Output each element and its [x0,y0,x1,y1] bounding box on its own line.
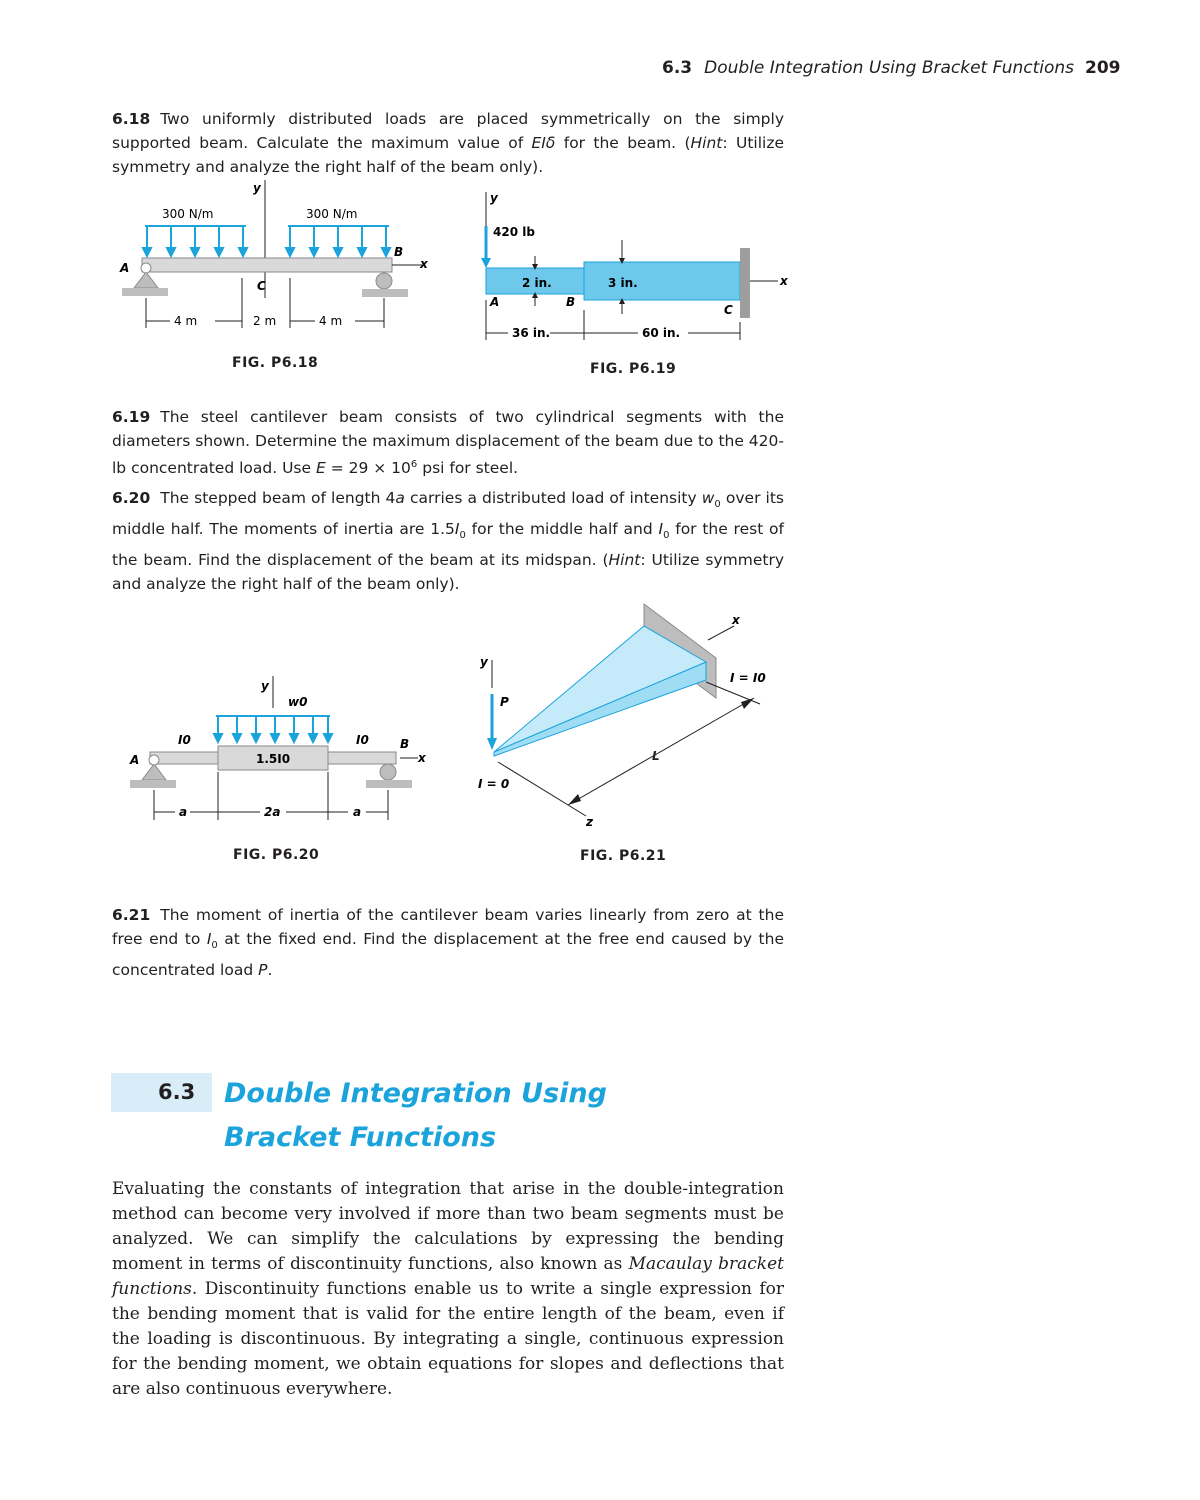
x-axis-label: x [418,751,426,765]
caption-p6-20: FIG. P6.20 [233,847,320,863]
dim-a-left: a [179,805,188,819]
load-label-left: 300 N/m [162,207,214,221]
label-a: A [120,261,130,275]
caption-p6-19: FIG. P6.19 [590,361,677,377]
figure-p6-18 [110,178,450,338]
problem-6-21: 6.21 The moment of inertia of the cantilever beam varies linearly from zero at the free end to $I_0$ at the fixed end. Find the displacement at the free end caused by the concentrated load P. [112,906,784,980]
dim-60in: 60 in. [642,326,681,340]
label-c: C [724,303,733,317]
diameter-label-3in: 3 in. [608,276,638,290]
dim-2m: 2 m [253,314,277,328]
label-a: A [490,295,500,309]
caption-p6-18: FIG. P6.18 [232,355,319,371]
point-load-420lb [481,226,491,268]
x-axis-line [708,626,734,640]
load-label: 420 lb [493,225,535,239]
label-a: A [130,753,140,767]
dim-a-right: a [353,805,362,819]
figure-p6-21 [468,600,788,835]
z-axis-label: z [586,815,593,829]
label-b: B [566,295,576,309]
y-axis-label: y [490,191,498,205]
running-header [662,58,1074,78]
beam-left-segment [150,752,218,764]
problem-number: 6.18 [112,110,151,128]
diameter-label-2in: 2 in. [522,276,552,290]
x-axis-label: x [420,257,428,271]
section-title-line-2: Bracket Functions [224,1122,497,1153]
x-axis-label: x [780,274,788,288]
dim-4m-left: 4 m [174,314,198,328]
dim-2a: 2a [264,805,281,819]
label-b: B [394,245,404,259]
header-section-number: 6.3 [662,58,693,78]
load-label-w0: w0 [288,695,308,709]
y-axis-label: y [261,679,269,693]
point-load-p [487,694,497,750]
beam-right-segment [328,752,396,764]
y-axis-label: y [480,655,488,669]
load-label-right: 300 N/m [306,207,358,221]
roller-support-b [362,273,408,297]
distributed-load [214,716,332,742]
label-i0-left: I0 [178,733,191,747]
page-number: 209 [1085,58,1121,78]
problem-6-20: 6.20 The stepped beam of length 4a carries a distributed load of intensity $w_0$ over its middle half. The moments of inertia are $1.5I_0$ for the middle half and $I_0$ for the rest of the beam. Find the displacement of the beam at its midspan. (Hint: Utilize symmetry and analyze the right half of the beam only). [112,489,785,594]
section-number: 6.3 [158,1080,196,1104]
section-title-line-1: Double Integration Using [224,1078,607,1109]
label-i0-right: I0 [356,733,369,747]
emphasis-macaulay: Macaulay bracket functions [112,1254,784,1299]
distributed-load-right [286,226,390,256]
z-axis-line [498,762,586,816]
label-i-zero: I = 0 [478,777,510,791]
figure-p6-20 [120,672,440,832]
dim-4m-right: 4 m [319,314,343,328]
section-title [224,1072,644,1160]
caption-p6-21: FIG. P6.21 [580,848,667,864]
roller-support-b [366,764,412,788]
problem-6-18: 6.18 Two uniformly distributed loads are placed symmetrically on the simply supported beam. Calculate the maximum value of EIδ for the beam. (Hint: Utilize symmetry and analyze the right half of the beam only). [112,110,784,176]
distributed-load-left [143,226,247,256]
section-body-text: Evaluating the constants of integration that arise in the double-integration method can become very involved if more than two beam segments must be analyzed. We can simplify the calculations by expressing the bending moment in terms of discontinuity functions, also known as Macaulay bracket functions. Discontinuity functions enable us to write a single expression for the bending moment that is valid for the entire length of the beam, even if the loading is discontinuous. By integrating a single, continuous expression for the bending moment, we obtain equations for slopes and deflections that are also continuous everywhere. [112,1179,784,1399]
x-axis-label: x [732,613,740,627]
load-label-p: P [500,695,509,709]
dim-36in: 36 in. [512,326,551,340]
figure-p6-19 [478,188,798,348]
problem-number: 6.21 [112,906,151,924]
label-c: C [257,279,266,293]
label-1-5i0: 1.5I0 [256,752,291,766]
problem-number: 6.19 [112,408,151,426]
beam [142,258,392,272]
fixed-wall [740,248,750,318]
header-section-title: Double Integration Using Bracket Functions [704,58,1075,78]
y-axis-label: y [253,181,261,195]
length-label-l: L [652,749,660,763]
problem-number: 6.20 [112,489,151,507]
problem-6-19: 6.19 The steel cantilever beam consists of two cylindrical segments with the diameters shown. Determine the maximum displacement of the beam due to the 420-lb concentrated load. Use $E = 29 \times 10^6$ psi for steel. [112,408,784,478]
label-i-i0: I = I0 [730,671,766,685]
label-b: B [400,737,410,751]
